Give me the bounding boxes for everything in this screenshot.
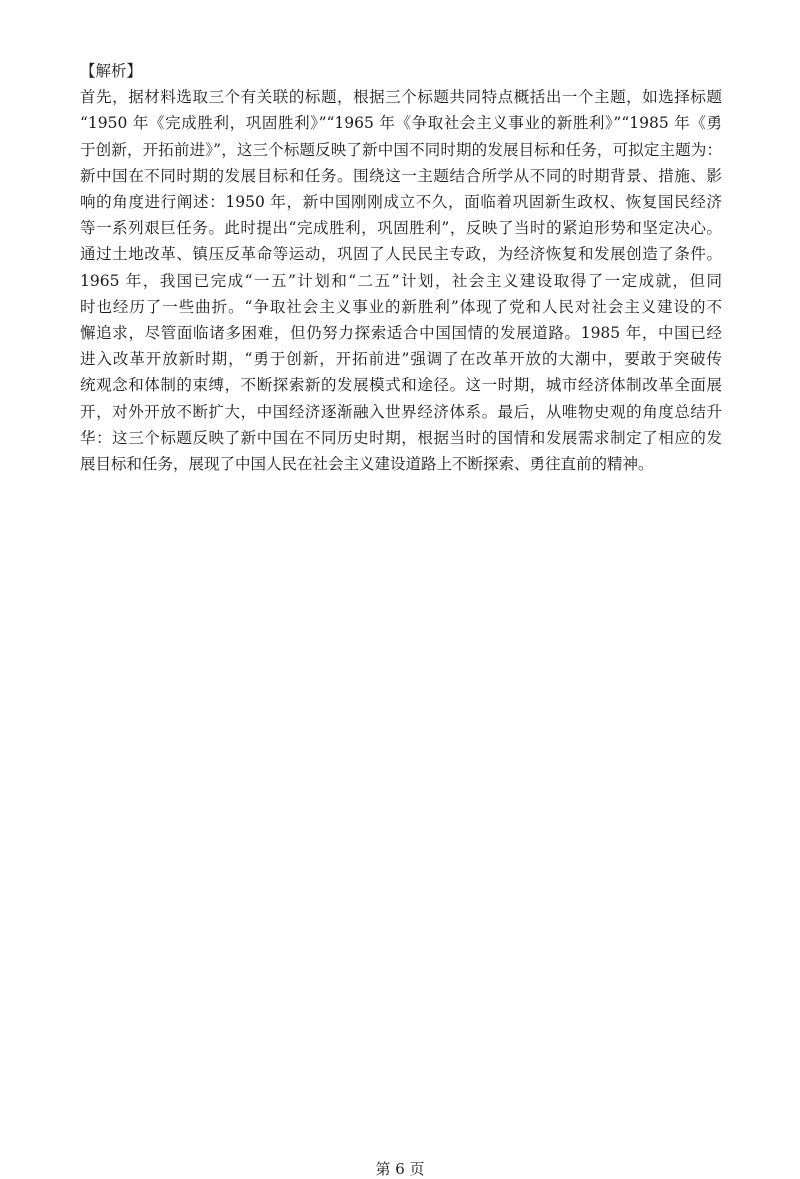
paragraph-line: 新中国在不同时期的发展目标和任务。围绕这一主题结合所学从不同的时期背景、措施、影 [80, 166, 722, 185]
paragraph-line: 华：这三个标题反映了新中国在不同历史时期，根据当时的国情和发展需求制定了相应的发 [80, 428, 722, 447]
paragraph-line: 统观念和体制的束缚，不断探索新的发展模式和途径。这一时期，城市经济体制改革全面展 [80, 376, 722, 395]
section-title: 【解析】 [80, 62, 143, 80]
paragraph-line: 通过土地改革、镇压反革命等运动，巩固了人民民主专政，为经济恢复和发展创造了条件。 [80, 245, 722, 264]
paragraph-line: 开，对外开放不断扩大，中国经济逐渐融入世界经济体系。最后，从唯物史观的角度总结升 [80, 402, 722, 421]
paragraph-line: 1965 年，我国已完成“一五”计划和“二五”计划，社会主义建设取得了一定成就，但同 [80, 271, 722, 290]
paragraph-line: 于创新，开拓前进》”，这三个标题反映了新中国不同时期的发展目标和任务，可拟定主题为： [80, 140, 722, 159]
paragraph-line: 首先，据材料选取三个有关联的标题，根据三个标题共同特点概括出一个主题，如选择标题 [80, 88, 722, 107]
paragraph-line: 懈追求，尽管面临诸多困难，但仍努力探索适合中国国情的发展道路。1985 年，中国已经 [80, 324, 722, 343]
paragraph-line: 展目标和任务，展现了中国人民在社会主义建设道路上不断探索、勇往直前的精神。 [80, 455, 654, 474]
paragraph-line: 进入改革开放新时期，“勇于创新，开拓前进”强调了在改革开放的大潮中，要敢于突破传 [80, 350, 722, 369]
paragraph-line: 时也经历了一些曲折。“争取社会主义事业的新胜利”体现了党和人民对社会主义建设的不 [80, 297, 722, 316]
page-number: 第 6 页 [375, 1160, 425, 1178]
analysis-section [80, 58, 722, 477]
paragraph-line: 响的角度进行阐述：1950 年，新中国刚刚成立不久，面临着巩固新生政权、恢复国民经济 [80, 193, 722, 212]
paragraph-line: 等一系列艰巨任务。此时提出“完成胜利，巩固胜利”，反映了当时的紧迫形势和坚定决心。 [80, 219, 722, 238]
paragraph-line: “1950 年《完成胜利，巩固胜利》”“1965 年《争取社会主义事业的新胜利》”“1985 年《勇 [80, 114, 722, 133]
